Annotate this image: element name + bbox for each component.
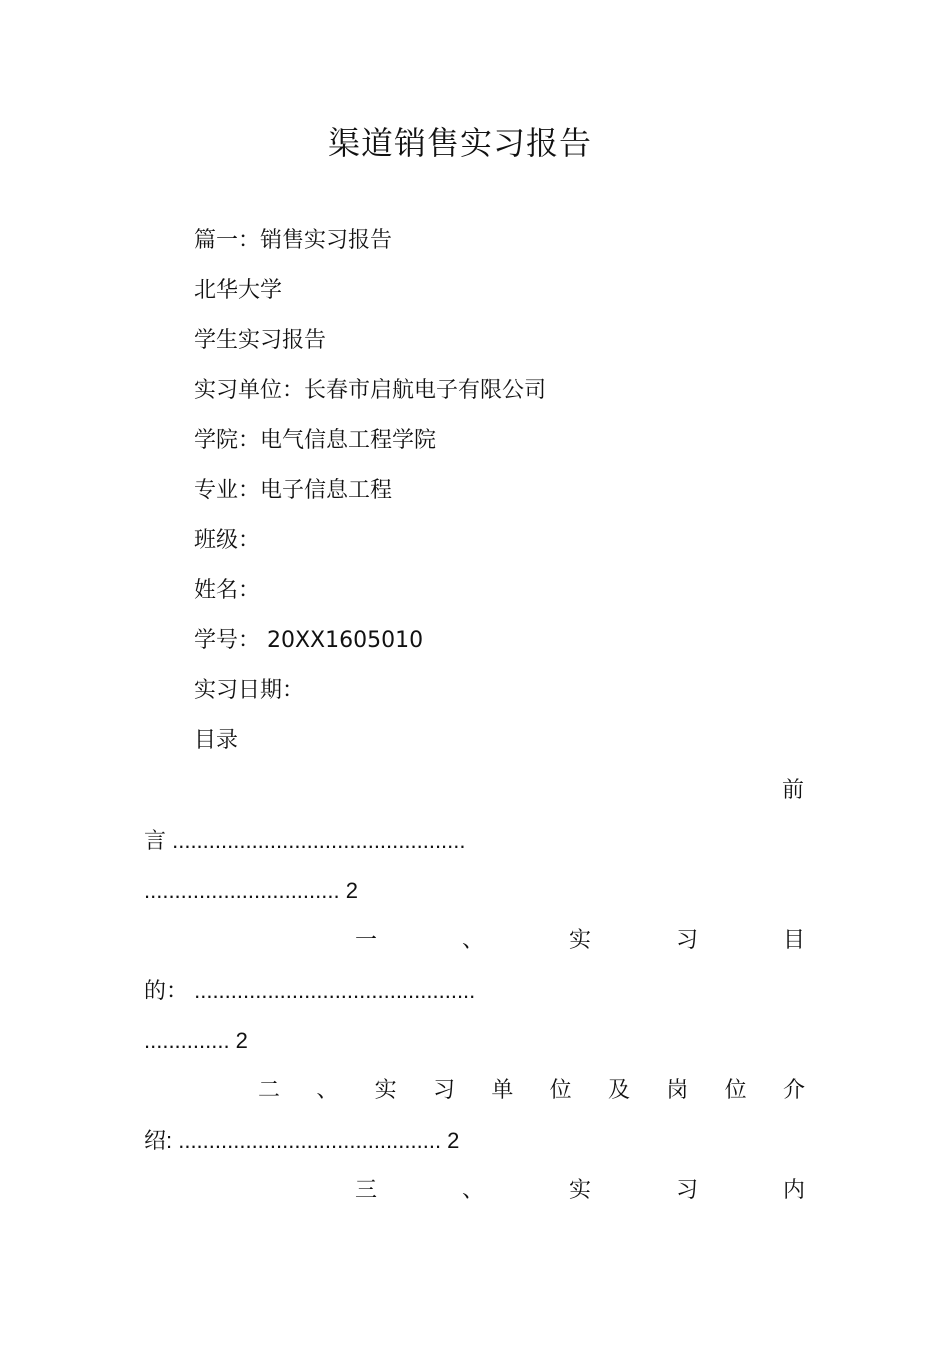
toc-preface-page: ................................ 2 <box>144 878 358 903</box>
toc-item-1-char: 、 <box>461 928 484 953</box>
toc-item-1-page: .............. 2 <box>144 1028 248 1053</box>
toc-item-3-char: 内 <box>782 1178 805 1203</box>
toc-item-1-char: 一 <box>355 928 378 953</box>
toc-heading: 目录 <box>194 728 239 753</box>
toc-item-2-heading <box>258 1076 805 1106</box>
toc-preface-leader: 言 ................................................ <box>144 828 466 853</box>
cover-line-major: 专业：电子信息工程 <box>194 478 393 503</box>
cover-line-report-type: 学生实习报告 <box>194 328 327 353</box>
toc-item-1-heading <box>355 926 805 956</box>
toc-item-2-char: 习 <box>432 1078 455 1103</box>
cover-line-student-id: 学号： 20XX1605010 <box>194 628 424 653</box>
toc-item-2-leader: 绍: ........................................... 2 <box>144 1128 460 1153</box>
toc-item-2-char: 岗 <box>666 1078 689 1103</box>
toc-item-1-char: 目 <box>782 928 805 953</box>
cover-line-name: 姓名： <box>194 578 261 603</box>
cover-line-college: 学院：电气信息工程学院 <box>194 428 437 453</box>
cover-line-date: 实习日期： <box>194 678 305 703</box>
toc-item-2-char: 位 <box>549 1078 572 1103</box>
toc-item-2-char: 及 <box>607 1078 630 1103</box>
toc-item-3-char: 三 <box>355 1178 378 1203</box>
cover-line-company: 实习单位：长春市启航电子有限公司 <box>194 378 547 403</box>
toc-item-3-char: 、 <box>461 1178 484 1203</box>
toc-item-2-char: 、 <box>316 1078 339 1103</box>
cover-line-university: 北华大学 <box>194 278 283 303</box>
document-title: 渠道销售实习报告 <box>327 124 592 162</box>
toc-item-1-char: 习 <box>675 928 698 953</box>
cover-line-section: 篇一：销售实习报告 <box>194 228 393 253</box>
toc-item-3-heading <box>355 1176 805 1206</box>
toc-preface-start: 前 <box>782 778 805 803</box>
toc-item-2-char: 实 <box>374 1078 397 1103</box>
toc-item-3-char: 习 <box>675 1178 698 1203</box>
toc-item-3-char: 实 <box>568 1178 591 1203</box>
toc-item-2-char: 二 <box>258 1078 281 1103</box>
toc-item-1-char: 实 <box>568 928 591 953</box>
toc-item-2-char: 介 <box>782 1078 805 1103</box>
cover-line-class: 班级： <box>194 528 261 553</box>
toc-item-2-char: 单 <box>491 1078 514 1103</box>
toc-item-1-leader: 的： .............................................. <box>144 978 476 1003</box>
toc-item-2-char: 位 <box>724 1078 747 1103</box>
